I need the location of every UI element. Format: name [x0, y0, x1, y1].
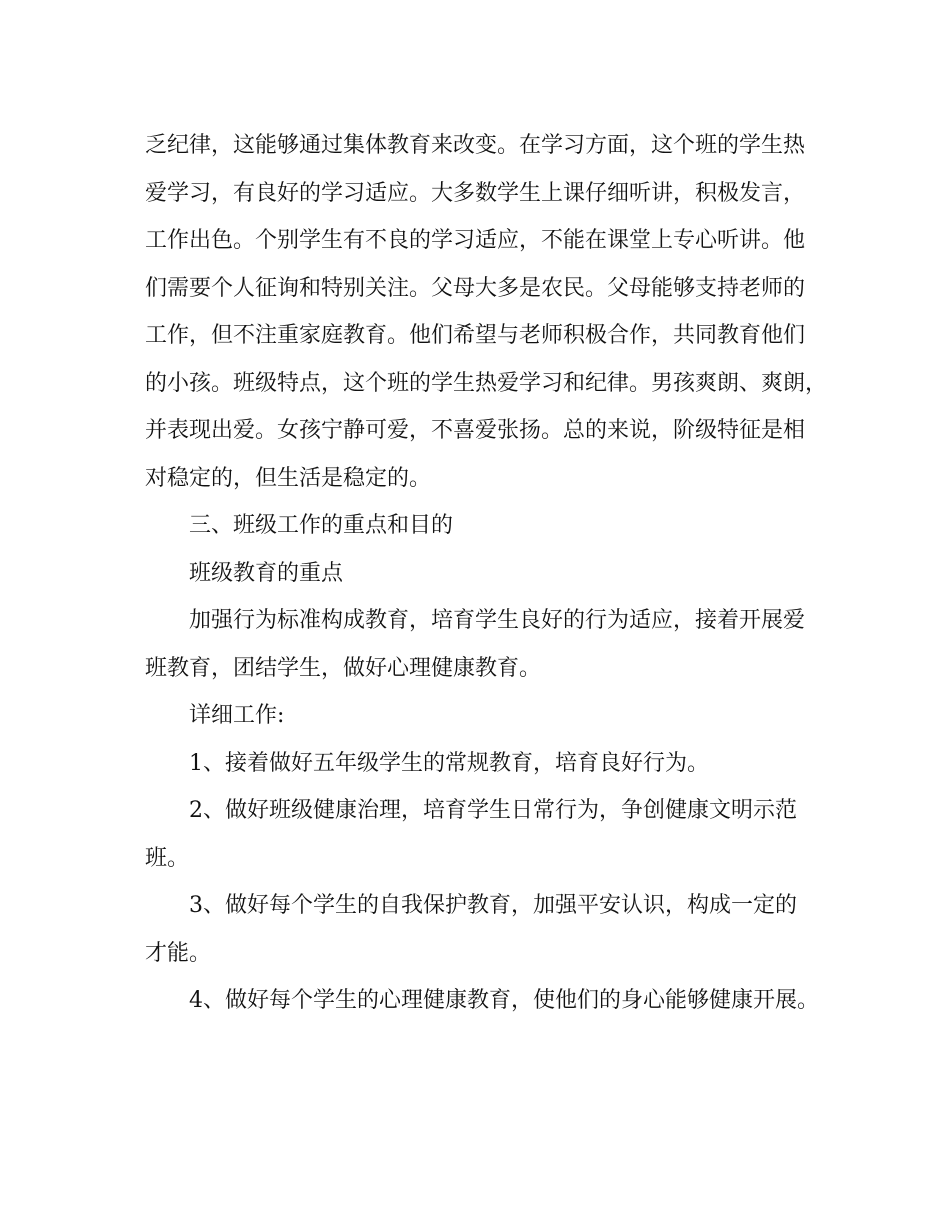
paragraph-line: 对稳定的，但生活是稳定的。	[145, 465, 432, 491]
paragraph-line: 班教育，团结学生，做好心理健康教育。	[145, 655, 542, 681]
document-body	[145, 122, 835, 1025]
subsection-heading: 班级教育的重点	[189, 560, 344, 586]
list-item-continuation: 才能。	[145, 940, 212, 966]
paragraph-line: 们需要个人征询和特别关注。父母大多是农民。父母能够支持老师的	[145, 275, 806, 301]
paragraph-line: 工作出色。个别学生有不良的学习适应，不能在课堂上专心听讲。他	[145, 228, 806, 253]
paragraph-line: 的小孩。班级特点，这个班的学生热爱学习和纪律。男孩爽朗、爽朗，	[145, 370, 828, 396]
paragraph-line: 并表现出爱。女孩宁静可爱，不喜爱张扬。总的来说，阶级特征是相	[145, 418, 806, 443]
list-item: 3、做好每个学生的自我保护教育，加强平安认识，构成一定的	[189, 893, 797, 918]
paragraph-line: 加强行为标准构成教育，培育学生良好的行为适应，接着开展爱	[189, 608, 806, 633]
section-heading: 三、班级工作的重点和目的	[189, 513, 454, 538]
list-item: 1、接着做好五年级学生的常规教育，培育良好行为。	[189, 750, 709, 776]
paragraph-line: 乏纪律，这能够通过集体教育来改变。在学习方面，这个班的学生热	[145, 133, 806, 158]
subsection-heading: 详细工作:	[189, 703, 285, 728]
list-item: 2、做好班级健康治理，培育学生日常行为，争创健康文明示范	[189, 798, 797, 823]
list-item: 4、做好每个学生的心理健康教育，使他们的身心能够健康开展。	[189, 988, 819, 1013]
list-item-continuation: 班。	[145, 845, 190, 871]
paragraph-line: 爱学习，有良好的学习适应。大多数学生上课仔细听讲，积极发言，	[145, 180, 806, 206]
paragraph-line: 工作，但不注重家庭教育。他们希望与老师积极合作，共同教育他们	[145, 323, 806, 348]
